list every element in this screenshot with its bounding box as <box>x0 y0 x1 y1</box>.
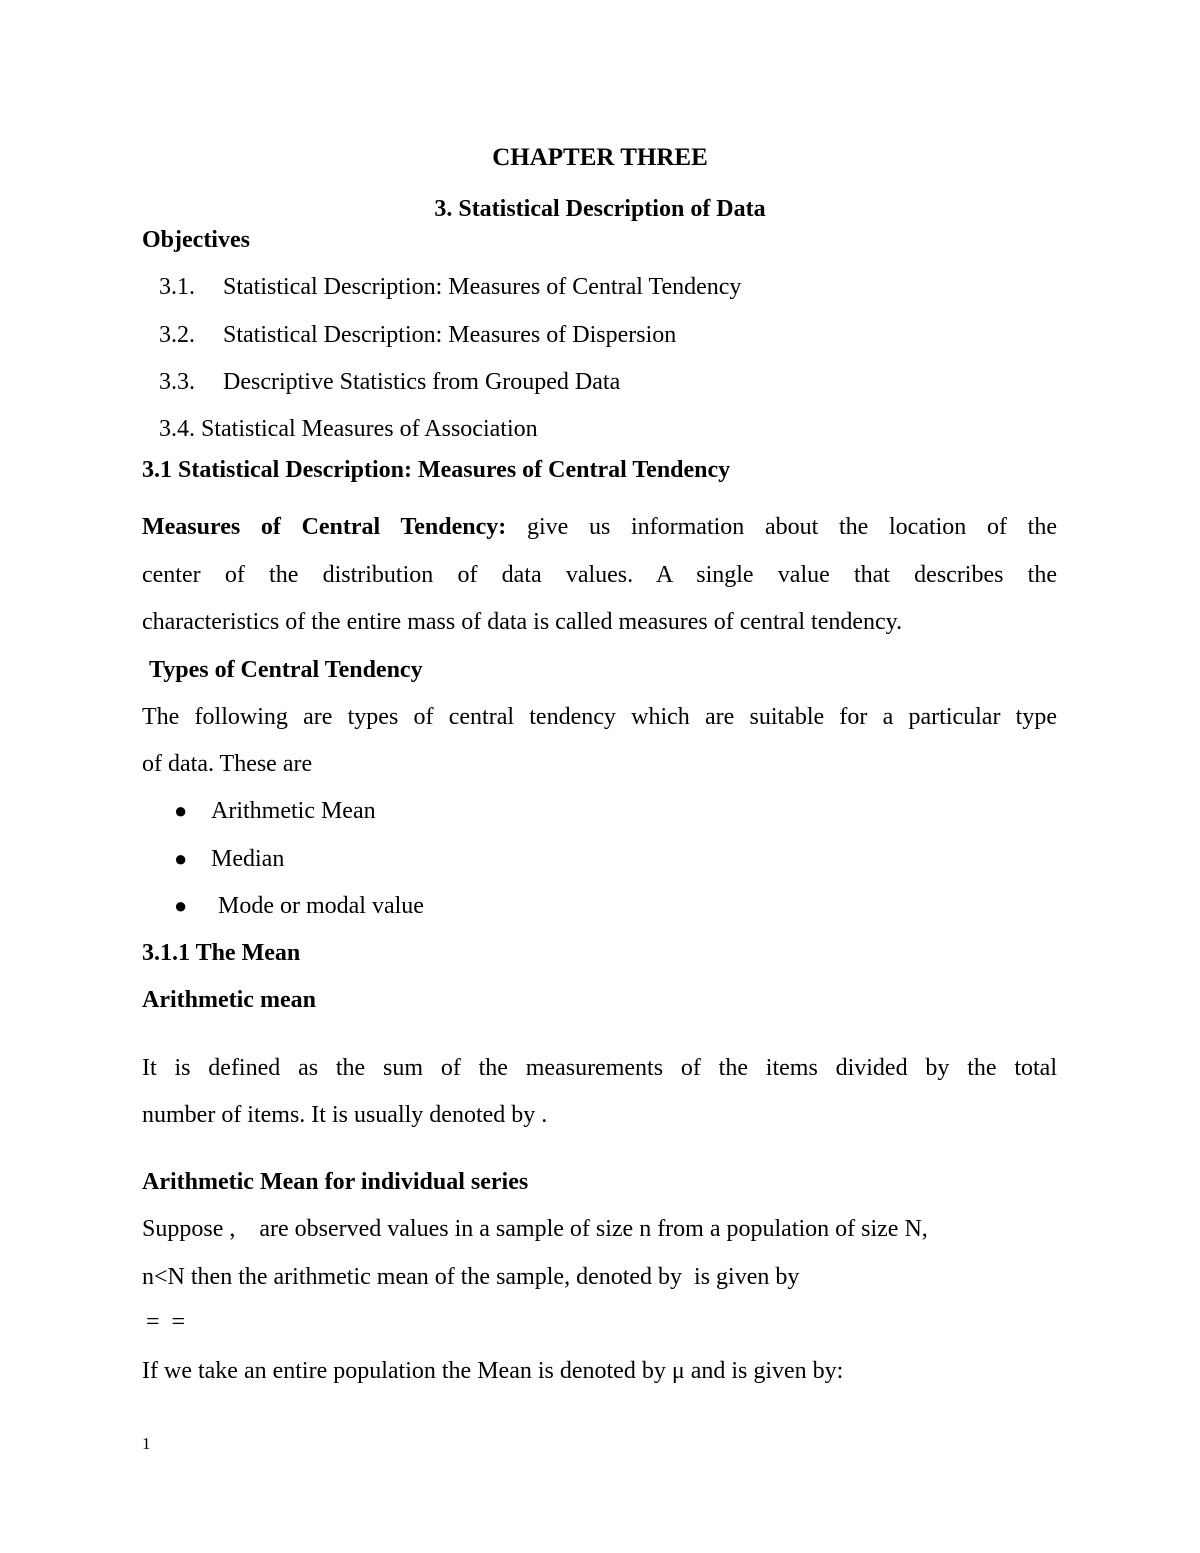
bullet-icon: ● <box>174 893 188 918</box>
paragraph-line: Suppose , are observed values in a sample of size n from a population of size N, <box>142 1216 928 1242</box>
objective-item <box>159 367 620 397</box>
bullet-item: Median <box>211 846 285 872</box>
individual-series-heading: Arithmetic Mean for individual series <box>142 1169 529 1195</box>
objective-number: 3.1. <box>159 274 195 300</box>
bullet-item: Arithmetic Mean <box>211 798 376 824</box>
paragraph-line: of data. These are <box>142 751 313 777</box>
section-title: 3. Statistical Description of Data <box>434 196 766 222</box>
paragraph-line: number of items. It is usually denoted by . <box>142 1102 548 1128</box>
paragraph-line: characteristics of the entire mass of data is called measures of central tendency. <box>142 609 903 635</box>
section-3-1-heading: 3.1 Statistical Description: Measures of Central Tendency <box>142 457 731 483</box>
term-label: Measures of Central Tendency: <box>142 514 507 540</box>
page-number: 1 <box>142 1434 151 1453</box>
objectives-heading: Objectives <box>142 227 250 253</box>
objective-number: 3.3. <box>159 369 195 395</box>
mean-heading: 3.1.1 The Mean <box>142 940 301 966</box>
bullet-icon: ● <box>174 846 188 871</box>
formula-line: = = <box>146 1309 186 1335</box>
objective-text: Statistical Measures of Association <box>201 416 538 442</box>
objective-item <box>159 320 676 350</box>
types-heading: Types of Central Tendency <box>149 657 423 683</box>
bullet-icon: ● <box>174 798 188 823</box>
paragraph-line: The following are types of central tendency which are suitable for a particular type <box>142 704 1057 730</box>
objective-item <box>159 414 538 444</box>
paragraph-line: Measures of Central Tendency: give us information about the location of the <box>142 514 1057 540</box>
bullet-item: Mode or modal value <box>218 893 424 919</box>
objective-text: Descriptive Statistics from Grouped Data <box>223 369 621 395</box>
objective-text: Statistical Description: Measures of Dispersion <box>223 322 677 348</box>
chapter-title: CHAPTER THREE <box>492 144 708 171</box>
objective-number: 3.4. <box>159 416 195 442</box>
paragraph-line: If we take an entire population the Mean is denoted by μ and is given by: <box>142 1358 844 1384</box>
paragraph-line: center of the distribution of data values. A single value that describes the <box>142 562 1057 588</box>
objective-number: 3.2. <box>159 322 195 348</box>
paragraph-line: It is defined as the sum of the measurements of the items divided by the total <box>142 1055 1057 1081</box>
objective-text: Statistical Description: Measures of Central Tendency <box>223 274 742 300</box>
arithmetic-mean-subheading: Arithmetic mean <box>142 987 316 1013</box>
objective-item <box>159 272 741 302</box>
paragraph-line: n<N then the arithmetic mean of the sample, denoted by is given by <box>142 1264 800 1290</box>
